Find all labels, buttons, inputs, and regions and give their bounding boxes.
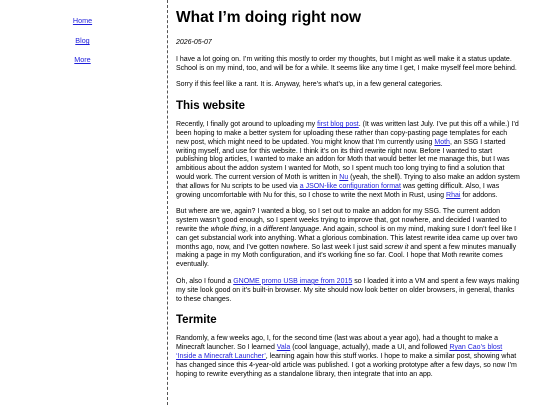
nu-link[interactable]: Nu <box>339 173 349 181</box>
text-span: , learning again how this stuff works. I hope to make a similar post, showing what has changed since this 4-year-old article was published. I got a working prototype after a few days, so now I’m hoping to rewrite everything as a standalone library, then integrate that into an app. <box>176 352 517 378</box>
sidebar-divider <box>167 0 168 405</box>
text-span: . (It was written last July. I’ve put this off a while.) I’d been hoping to make a better system for uploading these rather than copy-pasting page templates for each new post, which might need to be updated. You might know that I’m currently using <box>176 121 519 146</box>
ryan-cao-blog-link[interactable]: Ryan Cao’s blost ‘Inside a Minecraft Launcher’ <box>176 344 503 360</box>
text-span: (cool language, actually), made a UI, and followed <box>290 344 450 352</box>
text-span: was getting difficult. Also, I was growing uncomfortable with Nu for this, so I chose to write the next Moth in Rust, using <box>176 182 500 199</box>
emphasis: screw it <box>384 243 409 251</box>
text-span: for addons. <box>460 191 498 199</box>
website-paragraph-2 <box>176 208 521 270</box>
nav-home-link[interactable]: Home <box>72 16 93 25</box>
website-paragraph-3 <box>176 278 521 304</box>
website-paragraph-1 <box>176 121 521 200</box>
moth-link[interactable]: Moth <box>434 138 450 146</box>
text-span: . And again, school is on my mind, making sure I don’t feel like I can get substancial work into anything. What a glorious combination. This latest rewrite idea came up over two months ago, now, and I’ve gotten nowhere. So last week I just said <box>176 225 518 251</box>
text-span: Recently, I finally got around to uploading my <box>176 121 318 129</box>
emphasis: different language <box>263 225 320 233</box>
article <box>176 8 521 379</box>
text-span: , in a <box>246 225 264 233</box>
vala-link[interactable]: Vala <box>276 344 291 352</box>
text-span: so I loaded it into a VM and spent a few ways making my site look good on it’s built-in browser. My site should now look better on older browsers, in general, thanks to these changes. <box>176 277 520 303</box>
intro-paragraph-2: Sorry if this feel like a rant. It is. Anyway, here’s what’s up, in a few general categories. <box>176 81 443 89</box>
text-span: and spent a few minutes manually making a page in my Moth configuration, and it’s working fine so far. Cool. I hope that Moth rewrite comes eventually. <box>176 243 517 269</box>
intro-paragraph-1: I have a lot going on. I’m writing this mostly to order my thoughts, but I might as well make it a status update. School is on my mind, too, and will be for a while. It seems like any time I get, I make myself feel more behind. <box>176 55 517 72</box>
text-span: , an SSG I started writing myself, and use for this website. I think it’s on its third rewrite right now. Before I wanted to start publishing blog articles, I wanted to make an addon for Moth that would better let me manage this, but I was ambitious about the addon system I wanted for Moth, so I spent much too long trying to find a solution that would work. The current version of Moth is written in <box>176 138 510 181</box>
text-span: (yeah, the shell). Trying to also make an addon system that allows for Nu scripts to be used via <box>176 173 520 190</box>
first-blog-post-link[interactable]: first blog post <box>317 121 359 129</box>
nav-more-link[interactable]: More <box>74 55 91 64</box>
json-config-format-link[interactable]: a JSON-like configuration format <box>299 182 401 190</box>
rhai-link[interactable]: Rhai <box>446 191 461 199</box>
text-span: Randomly, a few weeks ago, I, for the second time (last was about a year ago), had a thought to make a Minecraft launcher. So I learned <box>176 335 499 352</box>
nav-blog-link[interactable]: Blog <box>75 36 90 45</box>
gnome-usb-image-link[interactable]: GNOME promo USB image from 2015 <box>233 277 353 285</box>
post-date: 2026-05-07 <box>176 39 212 46</box>
text-span: Oh, also I found a <box>176 277 234 285</box>
section-heading-website: This website <box>176 100 246 113</box>
termite-paragraph-1 <box>176 335 521 379</box>
emphasis: whole thing <box>210 225 247 233</box>
section-heading-termite: Termite <box>176 314 217 327</box>
page-title: What I’m doing right now <box>176 9 362 26</box>
sidebar-nav <box>0 0 167 405</box>
text-span: But where are we, again? I wanted a blog, so I set out to make an addon for my SSG. The current addon system wasn’t good enough, so I spent weeks trying to improve that, got nowhere, and decided I wanted to rewrite the <box>176 208 507 233</box>
